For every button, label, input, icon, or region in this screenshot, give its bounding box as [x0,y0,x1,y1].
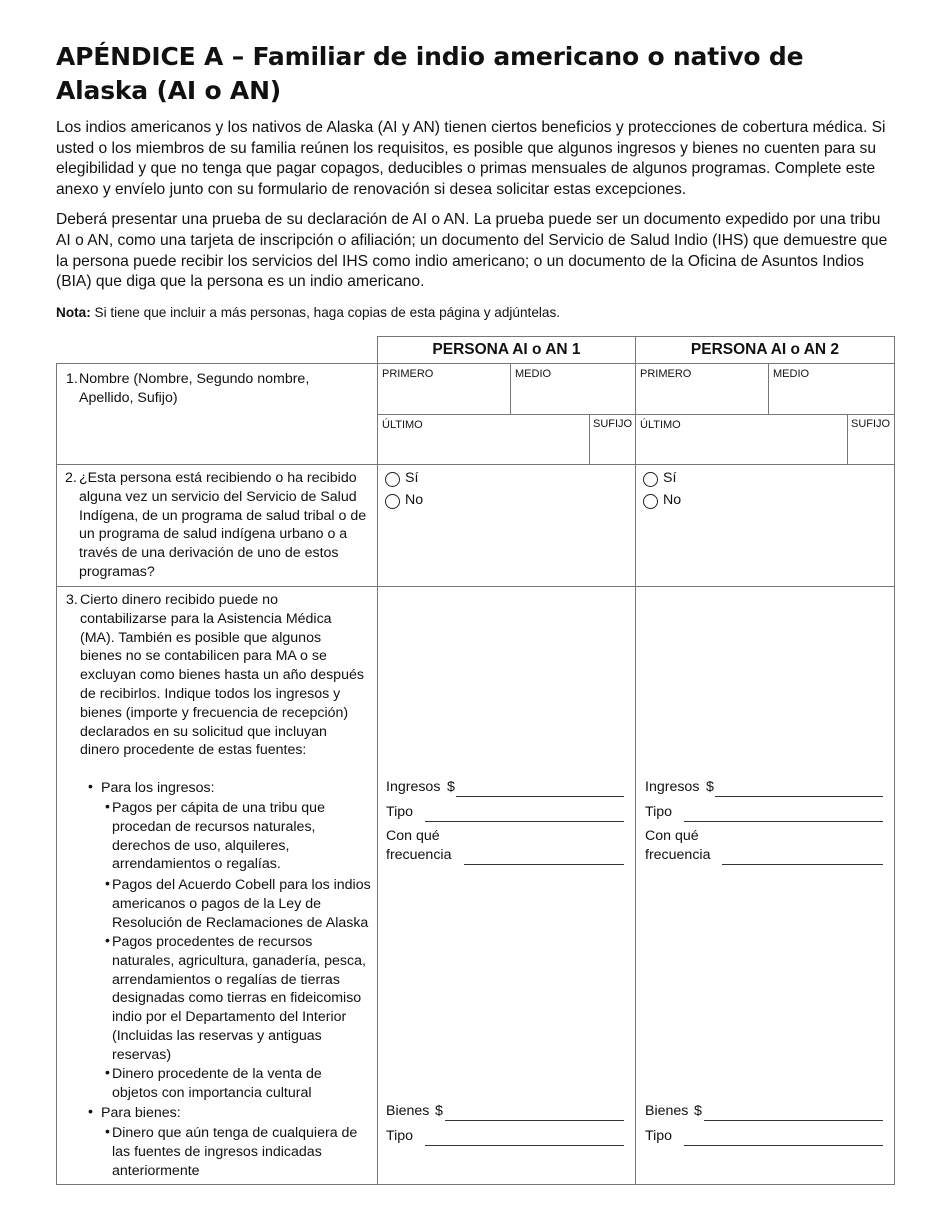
bullet-icon: • [105,933,110,949]
p2-income-currency: $ [706,779,714,795]
person2-header: PERSONA AI o AN 2 [690,341,840,358]
p1-income-input[interactable] [456,796,624,797]
p2-last-label: ÚLTIMO [640,419,681,431]
p2-assets-label: Bienes [645,1103,689,1119]
p1-freq-input[interactable] [464,864,624,865]
p2-assets-currency: $ [694,1103,702,1119]
p1-type-input[interactable] [425,821,624,822]
p2-suffix-label: SUFIJO [851,418,891,430]
p2-assets-type-label: Tipo [645,1128,673,1144]
p1-assets-type-input[interactable] [425,1145,624,1146]
p1-freq-label-1: Con qué [386,828,440,844]
p2-income-input[interactable] [715,796,883,797]
p1-last-label: ÚLTIMO [382,419,423,431]
p2-middle-input[interactable] [771,382,892,412]
q3-number: 3. [66,592,78,608]
p1-assets-type-label: Tipo [386,1128,414,1144]
p1-income-currency: $ [447,779,455,795]
q2-number: 2. [65,470,77,486]
income-heading: Para los ingresos: [101,780,215,796]
bullet-icon: • [88,1104,93,1120]
note [56,304,896,322]
bullet-icon: • [105,1065,110,1081]
p1-type-label: Tipo [386,804,414,820]
page-title: APÉNDICE A – Familiar de indio americano o nativo de Alaska (AI o AN) [56,42,804,105]
p1-middle-label: MEDIO [515,368,552,380]
income-item-3: Pagos procedentes de recursos naturales, agricultura, ganadería, pesca, arrendamientos o regalías de tierras designadas como tierras en fideicomiso indio por el Departamento del Interior (Incluidas las reservas y antiguas reservas) [112,934,366,1063]
p2-last-input[interactable] [638,433,845,462]
bullet-icon: • [105,1124,110,1140]
p2-freq-label-2: frecuencia [645,847,711,863]
p2-freq-input[interactable] [722,864,883,865]
income-item-4: Dinero procedente de la venta de objetos con importancia cultural [112,1066,322,1101]
intro-paragraph-2: Deberá presentar una prueba de su declaración de AI o AN. La prueba puede ser un documento expedido por una tribu AI o AN, como una tarjeta de inscripción o afiliación; un documento del Servicio de Salud Indio (IHS) que demuestre que la persona puede recibir los servicios del IHS como indio americano; o un documento de la Oficina de Asuntos Indios (BIA) que diga que la persona es un indio americano. [56,211,888,291]
p2-yes-label: Sí [663,470,677,486]
p1-income-label: Ingresos [386,779,441,795]
p2-freq-label-1: Con qué [645,828,699,844]
page [56,40,896,322]
q3-text: Cierto dinero recibido puede no contabilizarse para la Asistencia Médica (MA). También es posible que algunos bienes no se contabilicen para MA o se excluyan como bienes hasta un año después de recibirlos. Indique todos los ingresos y bienes (importe y frecuencia de recepción) declarados en su solicitud que incluyan dinero procedente de estas fuentes: [80,592,364,759]
assets-heading: Para bienes: [101,1105,181,1121]
p2-assets-input[interactable] [704,1120,883,1121]
intro-paragraph-1: Los indios americanos y los nativos de Alaska (AI y AN) tienen ciertos beneficios y protecciones de cobertura médica. Si usted o los miembros de su familia reúnen los requisitos, es posible que algunos ingresos y bienes no cuenten para su elegibilidad y que no tenga que pagar copagos, deducibles o primas mensuales de algunos programas. Complete este anexo y envíelo junto con su formulario de renovación si desea solicitar estas excepciones. [56,119,886,198]
q1-number: 1. [66,371,78,387]
bullet-icon: • [88,779,93,795]
p1-middle-input[interactable] [513,382,633,412]
p1-yes-radio[interactable] [385,472,400,487]
p2-no-label: No [663,492,682,508]
p2-assets-type-input[interactable] [684,1145,883,1146]
q1-text [79,370,339,408]
p1-assets-currency: $ [435,1103,443,1119]
p1-first-input[interactable] [380,382,508,412]
p2-first-label: PRIMERO [640,368,692,380]
p1-last-input[interactable] [380,433,586,462]
q2-text: ¿Esta persona está recibiendo o ha recibido alguna vez un servicio del Servicio de Salud Indígena, de un programa de salud tribal o de un programa de salud indígena urbano o a través de una derivación de uno de estos programas? [79,470,367,580]
p1-assets-label: Bienes [386,1103,430,1119]
income-item-1: Pagos per cápita de una tribu que procedan de recursos naturales, derechos de uso, alquileres, arrendamientos o regalías. [112,800,325,873]
note-text: Si tiene que incluir a más personas, haga copias de esta página y adjúntelas. [90,304,561,320]
person1-header: PERSONA AI o AN 1 [432,341,581,358]
income-item-2: Pagos del Acuerdo Cobell para los indios americanos o pagos de la Ley de Resolución de Reclamaciones de Alaska [112,877,371,931]
bullet-icon: • [105,876,110,892]
p2-first-input[interactable] [638,382,766,412]
bullet-icon: • [105,799,110,815]
p1-freq-label-2: frecuencia [386,847,452,863]
p2-no-radio[interactable] [643,494,658,509]
p2-type-input[interactable] [684,821,883,822]
p2-middle-label: MEDIO [773,368,810,380]
p2-yes-radio[interactable] [643,472,658,487]
p1-yes-label: Sí [405,470,419,486]
p1-assets-input[interactable] [445,1120,624,1121]
p1-no-label: No [405,492,424,508]
assets-item-1: Dinero que aún tenga de cualquiera de las fuentes de ingresos indicadas anteriormente [112,1125,358,1179]
p1-suffix-label: SUFIJO [593,418,633,430]
note-label: Nota: [56,304,91,320]
p1-first-label: PRIMERO [382,368,434,380]
p1-no-radio[interactable] [385,494,400,509]
p2-income-label: Ingresos [645,779,700,795]
q1-label: Nombre (Nombre, Segundo nombre, Apellido, Sufijo) [79,371,310,406]
p1-suffix-input[interactable] [592,433,633,462]
p2-type-label: Tipo [645,804,673,820]
p2-suffix-input[interactable] [850,433,892,462]
